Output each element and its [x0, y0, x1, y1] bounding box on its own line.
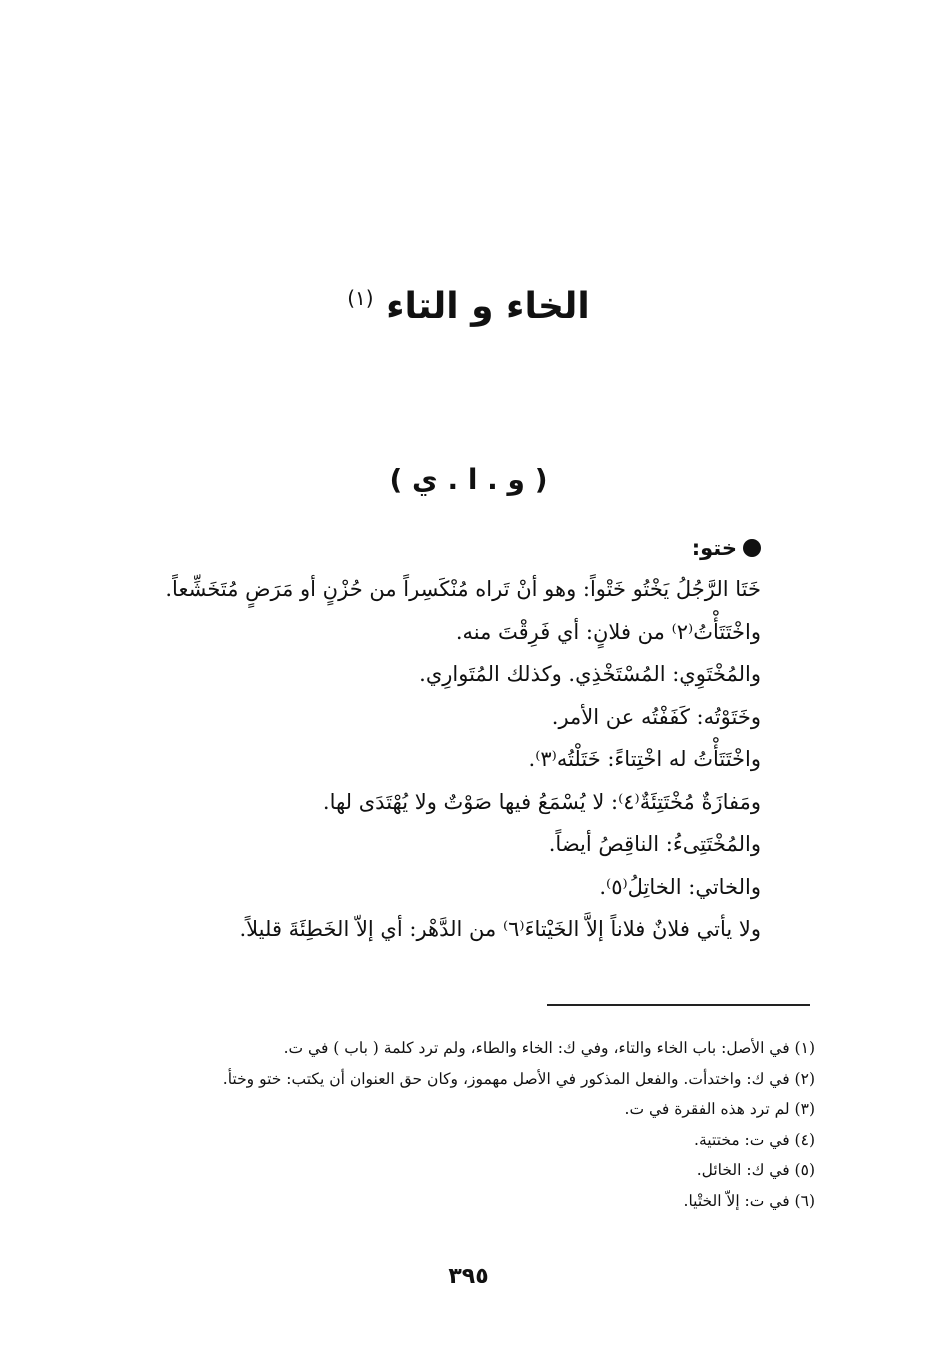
entry-headword: ختو:	[691, 536, 737, 560]
entry-line: وخَتَوْتُه: كَفَفْتُه عن الأمر.	[551, 704, 761, 729]
entry-line: واخْتَتَأْتُ له اخْتِتاءً: خَتَلْتُه⁽٣⁾.	[528, 747, 761, 771]
footnote-separator	[547, 1004, 810, 1006]
chapter-footnote-ref: (١)	[347, 286, 374, 310]
entry-head	[121, 528, 761, 568]
root-heading: ( و . ا . ي )	[389, 463, 548, 496]
footnotes	[115, 1033, 815, 1216]
footnote: (٢) في ك: واختدأت. والفعل المذكور في الأصل مهموز، وكان حق العنوان أن يكتب: ختو وختأ.	[222, 1069, 815, 1088]
entry-line: ولا يأتي فلانٌ فلاناً إلاَّ الخَيْتاءَ⁽٦⁾ من الدَّهْر: أي إلاّ الخَطِئَةَ قليلاً.	[239, 917, 761, 941]
footnote: (١) في الأصل: باب الخاء والتاء، وفي ك: الخاء والطاء، ولم ترد كلمة ( باب ) في ت.	[283, 1039, 815, 1057]
page-number: ٣٩٥	[448, 1264, 489, 1289]
entry-line: خَتَا الرَّجُلُ يَخْتُو خَتْواً: وهو أنْ تَراه مُنْكَسِراً من حُزْنٍ أو مَرَضٍ مُتَخَشِّعاً.	[165, 577, 761, 601]
footnote: (٤) في ت: مختتية.	[694, 1130, 815, 1149]
entry-line: واخْتَتَأْتُ⁽٢⁾ من فلانٍ: أي فَرِقْتَ منه.	[455, 619, 761, 644]
footnote: (٥) في ك: الخائل.	[696, 1161, 815, 1179]
entry-line: والخاتي: الخاتِلُ⁽٥⁾.	[599, 874, 761, 899]
entry-lines	[121, 568, 761, 951]
bullet-icon	[743, 539, 761, 557]
chapter-title-text: الخاء و التاء	[386, 286, 590, 327]
entry-line: والمُخْتَتِىءُ: الناقِصُ أيضاً.	[548, 832, 761, 856]
dictionary-entry	[121, 528, 761, 951]
entry-line: ومَفازَةٌ مُخْتَتِئَةٌ⁽٤⁾: لا يُسْمَعُ فيها صَوْتٌ ولا يُهْتَدَى لها.	[322, 789, 761, 814]
footnote: (٣) لم ترد هذه الفقرة في ت.	[624, 1100, 815, 1118]
entry-line: والمُخْتَوِي: المُسْتَخْذِي. وكذلك المُتَوارِي.	[419, 662, 761, 686]
footnote: (٦) في ت: إلاّ الختْيا.	[683, 1191, 815, 1210]
chapter-title	[0, 270, 937, 335]
